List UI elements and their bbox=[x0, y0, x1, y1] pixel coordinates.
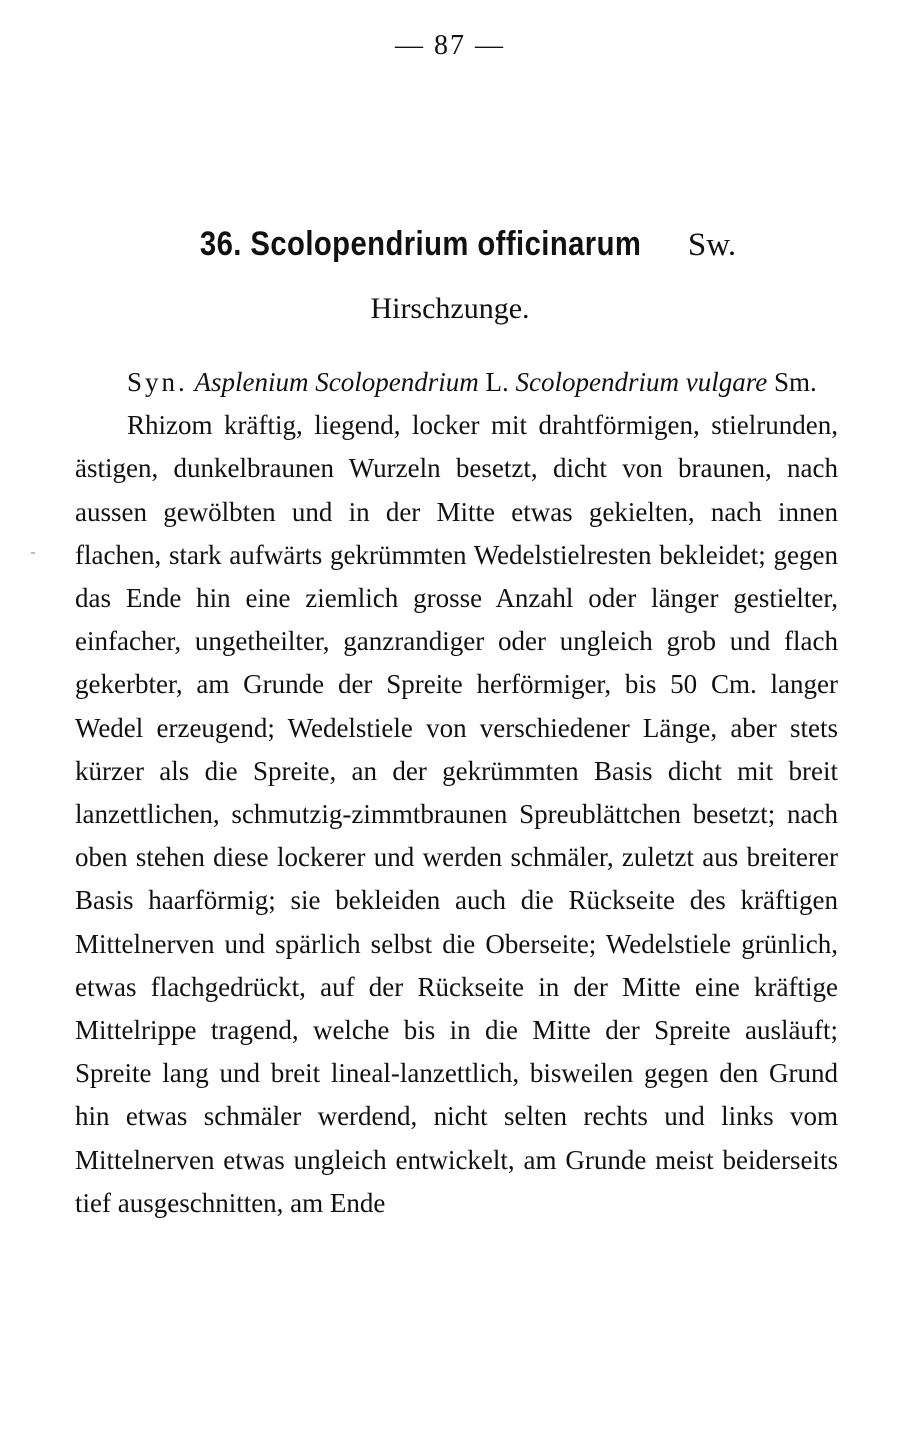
synonym-name-1: Asplenium Scolopendrium bbox=[194, 367, 479, 397]
common-name: Hirschzunge. bbox=[370, 292, 530, 325]
synonym-author-2: Sm. bbox=[773, 367, 817, 397]
species-author: Sw. bbox=[687, 227, 737, 263]
description-paragraph: Rhizom kräftig, liegend, locker mit drahtförmigen, stielrunden, ästigen, dunkelbraunen Wurzeln besetzt, dicht von braunen, nach aussen gewölbten und in der Mitte etwas gekielten, nach innen flachen, stark aufwärts gekrümmten Wedelstielresten bekleidet; gegen das Ende hin eine ziemlich grosse Anzahl oder länger gestielter, einfacher, ungetheilter, ganzrandiger oder ungleich grob und flach gekerbter, am Grunde der Spreite herförmiger, bis 50 Cm. langer Wedel erzeugend; Wedelstiele von verschiedener Länge, aber stets kürzer als die Spreite, an der gekrümmten Basis dicht mit breit lanzettlichen, schmutzig-zimmtbraunen Spreublättchen besetzt; nach oben stehen diese lockerer und werden schmäler, zuletzt aus breiterer Basis haarförmig; sie bekleiden auch die Rückseite des kräftigen Mittelnerven und spärlich selbst die Oberseite; Wedelstiele grünlich, etwas flachgedrückt, auf der Rückseite in der Mitte eine kräftige Mittelrippe tragend, welche bis in die Mitte der Spreite ausläuft; Spreite lang und breit lineal-lanzettlich, bisweilen gegen den Grund hin etwas schmäler werdend, nicht selten rechts und links vom Mittelnerven etwas ungleich entwickelt, am Grunde meist beiderseits tief ausgeschnitten, am Ende bbox=[75, 410, 838, 1218]
species-title bbox=[200, 222, 641, 266]
species-number: 36. bbox=[199, 225, 242, 263]
synonym-name-2: Scolopendrium vulgare bbox=[515, 367, 768, 397]
species-name: Scolopendrium officinarum bbox=[250, 225, 642, 263]
synonym-author-1: L. bbox=[485, 367, 509, 397]
scan-speck bbox=[31, 552, 35, 554]
synonyms-paragraph bbox=[75, 361, 838, 404]
page-number: — 87 — bbox=[395, 30, 505, 61]
synonyms-label: Syn. bbox=[127, 367, 188, 397]
body-text bbox=[75, 361, 838, 1225]
species-heading bbox=[0, 222, 900, 267]
